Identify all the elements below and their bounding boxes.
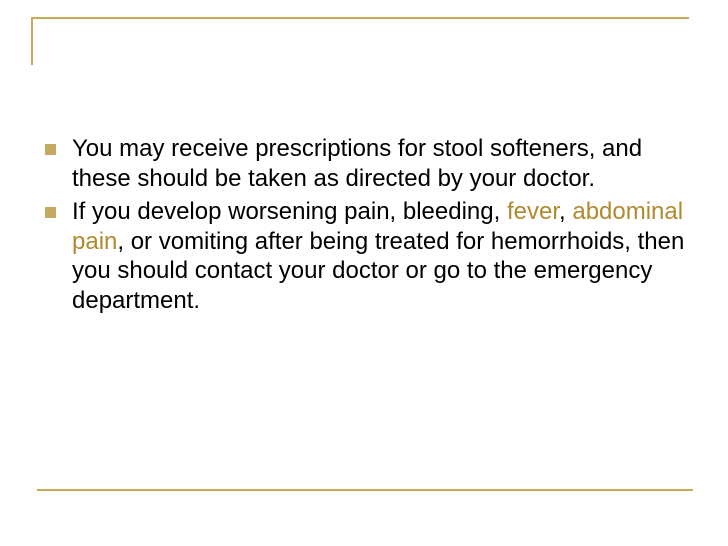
bullet-item-worsening-pain [45, 197, 695, 315]
frame-bottom-rule [37, 489, 693, 491]
bullet-separator: , [559, 198, 573, 225]
frame-top-rule [31, 17, 689, 19]
bullet-list [45, 134, 695, 315]
bullet-text-after: , or vomiting after being treated for hemorrhoids, then you should contact your doctor or go to the emergency department. [72, 227, 685, 314]
abdominal-pain-link[interactable]: abdominal pain [72, 198, 684, 255]
bullet-text-before: If you develop worsening pain, bleeding, [72, 198, 507, 225]
fever-link[interactable]: fever [506, 198, 559, 225]
bullet-text: You may receive prescriptions for stool softeners, and these should be taken as directed by your doctor. [72, 135, 643, 192]
bullet-item-stool-softeners [45, 134, 695, 193]
frame-left-rule [31, 17, 33, 65]
square-bullet-icon [45, 207, 56, 218]
square-bullet-icon [45, 144, 56, 155]
slide-content [45, 134, 695, 319]
